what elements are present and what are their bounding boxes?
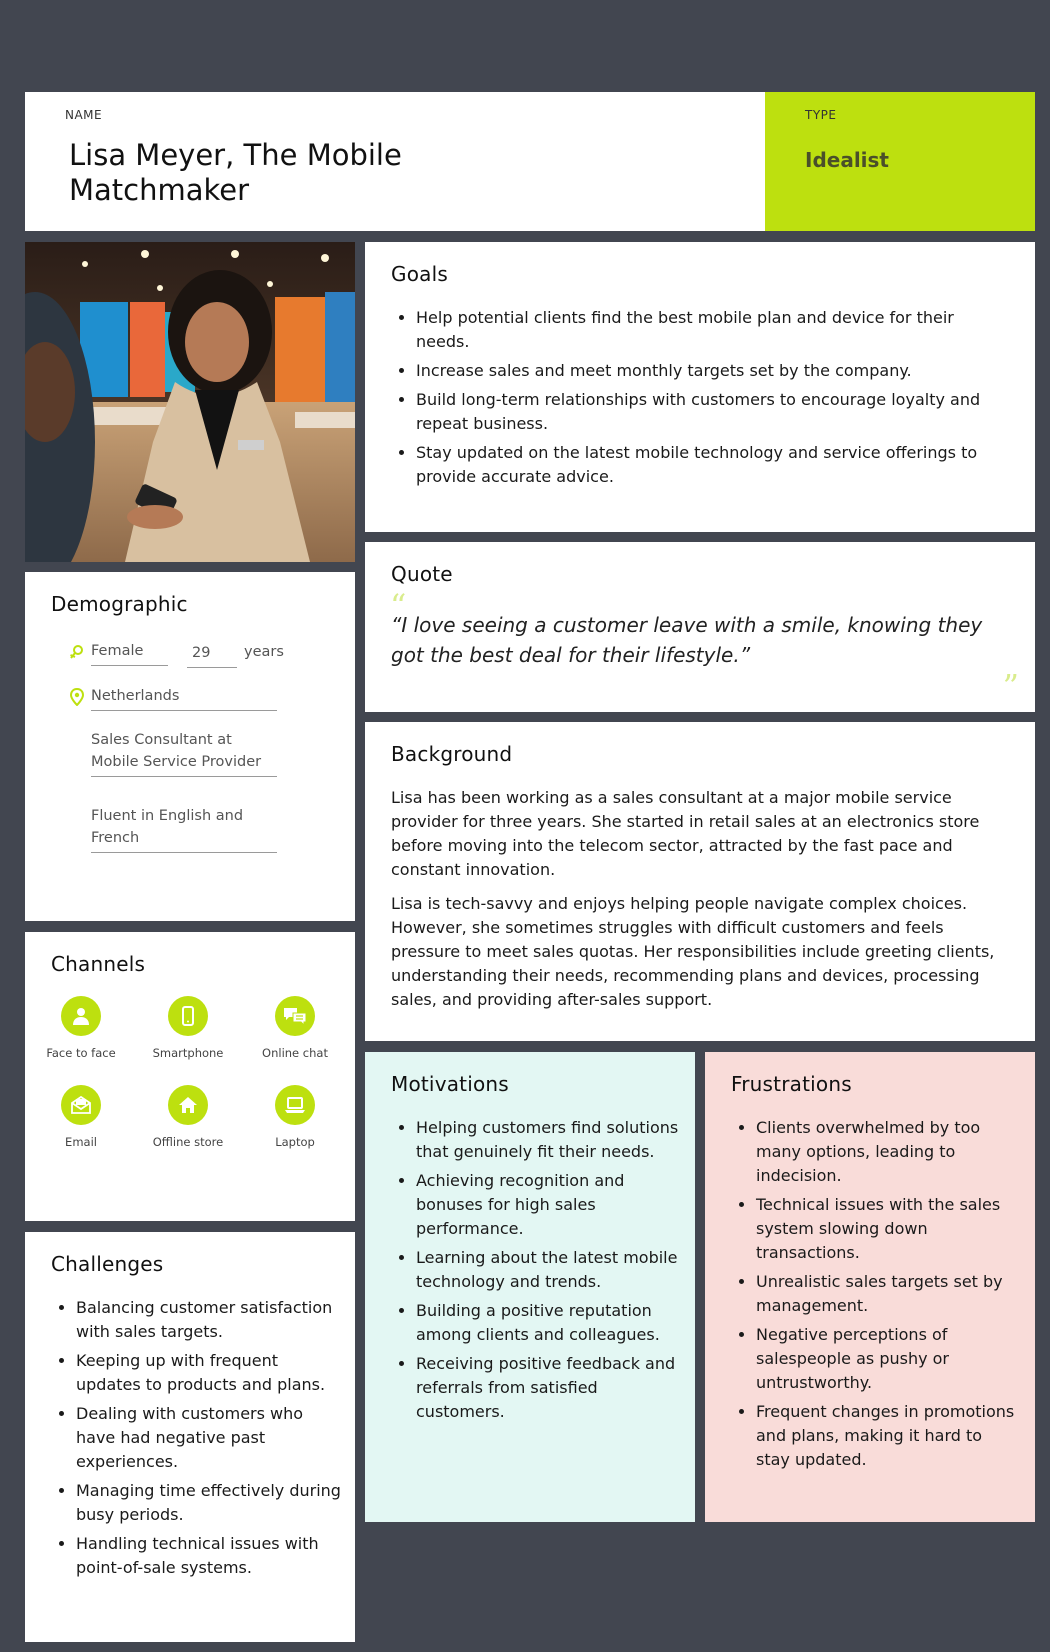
- background-card: [365, 722, 1035, 1041]
- list-item: • Clients overwhelmed by too many options, leading to indecision.: [756, 1116, 1021, 1188]
- motivations-title: Motivations: [391, 1072, 509, 1096]
- background-title: Background: [391, 742, 513, 766]
- persona-name: Lisa Meyer, The Mobile Matchmaker: [69, 138, 402, 207]
- demographic-card: [25, 572, 355, 921]
- list-item: • Receiving positive feedback and referrals from satisfied customers.: [416, 1352, 681, 1424]
- list-item: • Build long-term relationships with customers to encourage loyalty and repeat business.: [416, 388, 1001, 436]
- list-item: • Increase sales and meet monthly targets set by the company.: [416, 359, 1001, 383]
- list-item: • Unrealistic sales targets set by management.: [756, 1270, 1021, 1318]
- quote-card: [365, 542, 1035, 712]
- demographic-title: Demographic: [51, 592, 188, 616]
- channel-email: Email: [31, 1085, 131, 1149]
- channel-offline-store: Offline store: [138, 1085, 238, 1149]
- quote-text: “I love seeing a customer leave with a smile, knowing they got the best deal for their lifestyle.”: [391, 613, 983, 667]
- location-field[interactable]: Netherlands: [91, 685, 277, 711]
- background-paragraph: Lisa has been working as a sales consultant at a major mobile service provider for three years. She started in retail sales at an electronics store before moving into the telecom sector, attracted by the fast pace and constant innovation.: [391, 788, 980, 879]
- store-icon: [168, 1085, 208, 1125]
- type-value: Idealist: [805, 148, 889, 172]
- age-field[interactable]: 29: [187, 642, 237, 668]
- channels-card: [25, 932, 355, 1221]
- channel-face-to-face: Face to face: [31, 996, 131, 1060]
- list-item: • Helping customers find solutions that genuinely fit their needs.: [416, 1116, 681, 1164]
- gender-icon: [69, 644, 83, 658]
- background-paragraph: Lisa is tech-savvy and enjoys helping people navigate complex choices. However, she sometimes struggles with difficult customers and feels pressure to meet sales quotas. Her responsibilities include greeting clients, understanding their needs, recommending plans and devices, processing sales, and providing after-sales support.: [391, 894, 995, 1009]
- list-item: • Help potential clients find the best mobile plan and device for their needs.: [416, 306, 1001, 354]
- age-unit-label: years: [244, 644, 284, 660]
- goals-card: [365, 242, 1035, 532]
- list-item: • Negative perceptions of salespeople as pushy or untrustworthy.: [756, 1323, 1021, 1395]
- location-pin-icon: [70, 688, 84, 710]
- person-icon: [61, 996, 101, 1036]
- languages-field[interactable]: Fluent in English and French: [91, 805, 277, 853]
- list-item: • Frequent changes in promotions and plans, making it hard to stay updated.: [756, 1400, 1021, 1472]
- open-quote-icon: “: [390, 587, 407, 625]
- goals-list: [391, 306, 1001, 494]
- email-icon: [61, 1085, 101, 1125]
- challenges-title: Challenges: [51, 1252, 164, 1276]
- header-name-card: [25, 92, 765, 231]
- challenges-card: [25, 1232, 355, 1642]
- challenges-list: [51, 1296, 341, 1585]
- background-text: [391, 786, 1011, 1012]
- list-item: • Balancing customer satisfaction with sales targets.: [76, 1296, 341, 1344]
- list-item: • Handling technical issues with point-of-sale systems.: [76, 1532, 341, 1580]
- chat-icon: [275, 996, 315, 1036]
- frustrations-list: [731, 1116, 1021, 1477]
- store-photo-illustration: [25, 242, 355, 562]
- occupation-field[interactable]: Sales Consultant at Mobile Service Provider: [91, 729, 277, 777]
- quote-title: Quote: [391, 562, 453, 586]
- gender-field[interactable]: Female: [91, 640, 168, 666]
- frustrations-card: [705, 1052, 1035, 1522]
- goals-title: Goals: [391, 262, 448, 286]
- smartphone-icon: [168, 996, 208, 1036]
- list-item: • Achieving recognition and bonuses for high sales performance.: [416, 1169, 681, 1241]
- list-item: • Technical issues with the sales system slowing down transactions.: [756, 1193, 1021, 1265]
- list-item: • Managing time effectively during busy periods.: [76, 1479, 341, 1527]
- close-quote-icon: ”: [1002, 667, 1019, 705]
- list-item: • Stay updated on the latest mobile technology and service offerings to provide accurate advice.: [416, 441, 1001, 489]
- list-item: • Dealing with customers who have had negative past experiences.: [76, 1402, 341, 1474]
- channel-online-chat: Online chat: [245, 996, 345, 1060]
- motivations-card: [365, 1052, 695, 1522]
- channel-laptop: Laptop: [245, 1085, 345, 1149]
- channels-title: Channels: [51, 952, 146, 976]
- list-item: • Learning about the latest mobile technology and trends.: [416, 1246, 681, 1294]
- list-item: • Keeping up with frequent updates to products and plans.: [76, 1349, 341, 1397]
- motivations-list: [391, 1116, 681, 1429]
- frustrations-title: Frustrations: [731, 1072, 852, 1096]
- laptop-icon: [275, 1085, 315, 1125]
- name-label: NAME: [65, 108, 103, 122]
- header-type-card: [765, 92, 1035, 231]
- persona-photo: [25, 242, 355, 562]
- list-item: • Building a positive reputation among clients and colleagues.: [416, 1299, 681, 1347]
- type-label: TYPE: [805, 108, 837, 122]
- channel-smartphone: Smartphone: [138, 996, 238, 1060]
